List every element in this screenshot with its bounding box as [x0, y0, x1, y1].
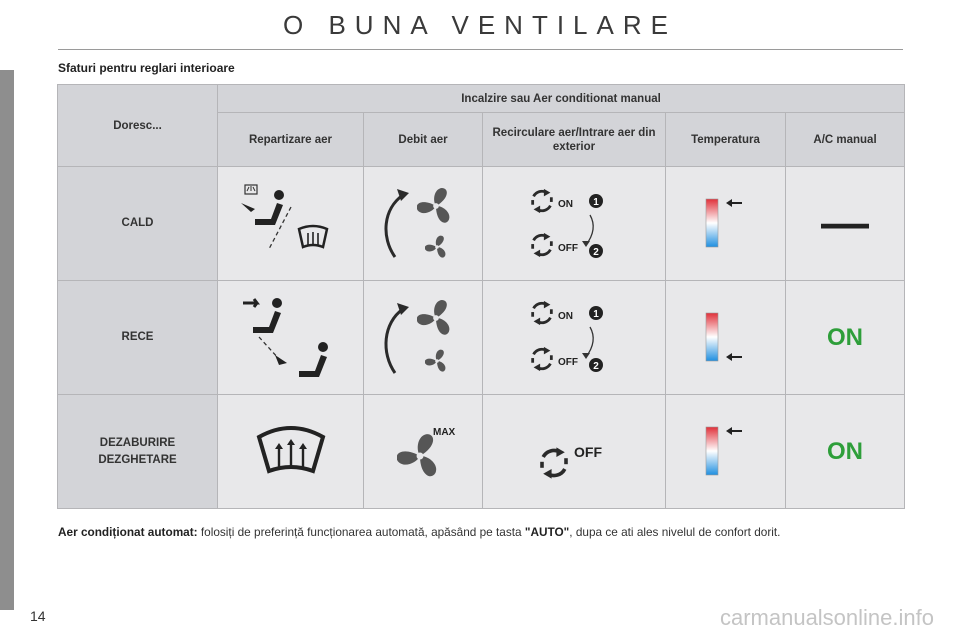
temperature-cell [666, 395, 786, 509]
air-distribution-cell [218, 395, 364, 509]
recirculation-icon [514, 293, 634, 383]
arrow-left-icon [726, 353, 732, 361]
column-header-air-flow: Debit aer [364, 113, 483, 167]
air-distribution-cell [218, 281, 364, 395]
fan-speed-icon [373, 407, 473, 497]
row-label-line: DEZGHETARE [98, 453, 177, 466]
seat-airflow-icon [231, 179, 351, 269]
air-distribution-cell [218, 167, 364, 281]
column-header-ac-manual: A/C manual [786, 113, 905, 167]
fan-max-label: MAX [433, 426, 456, 438]
footer-text: , dupa ce ati ales nivelul de confort dorit. [569, 525, 781, 539]
row-label-line: DEZABURIRE [99, 436, 176, 449]
footer-bold-lead: Aer condiționat automat: [58, 525, 198, 539]
step-number: 2 [593, 360, 599, 372]
step-number: 2 [593, 246, 599, 258]
column-header-temperature: Temperatura [666, 113, 786, 167]
header-group: Incalzire sau Aer conditionat manual [218, 85, 905, 113]
column-header-recirculation: Recirculare aer/Intrare aer din exterior [483, 113, 666, 167]
recirc-off-label: OFF [558, 242, 578, 254]
footer-note [58, 526, 904, 539]
fan-speed-icon [373, 179, 473, 269]
ac-manual-cell [786, 395, 905, 509]
page-title: O BUNA VENTILARE [283, 10, 677, 40]
recirc-off-label: OFF [574, 443, 602, 460]
ac-state-dash: — [821, 196, 870, 250]
table-row [58, 281, 905, 395]
title-divider [58, 49, 903, 50]
ac-state-on: ON [827, 323, 864, 351]
ac-state-on: ON [827, 437, 864, 465]
recirc-on-label: ON [558, 198, 573, 210]
seat-airflow-icon [231, 293, 351, 383]
header-wish: Doresc... [58, 85, 218, 167]
recirc-on-label: ON [558, 310, 573, 322]
arrow-left-icon [726, 199, 732, 207]
temperature-bar-icon [686, 179, 766, 269]
ventilation-table [57, 84, 905, 509]
footer-key: "AUTO" [524, 525, 570, 539]
step-number: 1 [593, 196, 599, 208]
recirculation-icon [514, 179, 634, 269]
table-row [58, 395, 905, 509]
temperature-bar-icon [686, 407, 766, 497]
footer-text: folosiți de preferință funcționarea automată, apăsând pe tasta [197, 525, 525, 539]
recirculation-icon [514, 407, 634, 497]
windscreen-defrost-icon [231, 407, 351, 497]
row-label-line: RECE [121, 331, 154, 343]
watermark: carmanualsonline.info [719, 605, 934, 630]
temperature-cell [666, 167, 786, 281]
fan-speed-icon [373, 293, 473, 383]
air-flow-cell [364, 395, 483, 509]
row-label-warm [58, 167, 218, 281]
page-number: 14 [30, 608, 46, 624]
temperature-cell [666, 281, 786, 395]
ac-manual-cell [786, 281, 905, 395]
air-flow-cell [364, 167, 483, 281]
side-tab-bar [0, 70, 14, 610]
section-title: Sfaturi pentru reglari interioare [58, 61, 235, 75]
row-label-demist [58, 395, 218, 509]
recirculation-cell [483, 167, 666, 281]
air-flow-cell [364, 281, 483, 395]
row-label-line: CALD [121, 217, 154, 229]
row-label-cold [58, 281, 218, 395]
column-header-air-distribution: Repartizare aer [218, 113, 364, 167]
table-row [58, 167, 905, 281]
recirculation-cell [483, 281, 666, 395]
ac-manual-cell [786, 167, 905, 281]
step-number: 1 [593, 308, 599, 320]
recirc-off-label: OFF [558, 356, 578, 368]
arrow-left-icon [726, 427, 732, 435]
temperature-bar-icon [686, 293, 766, 383]
recirculation-cell [483, 395, 666, 509]
